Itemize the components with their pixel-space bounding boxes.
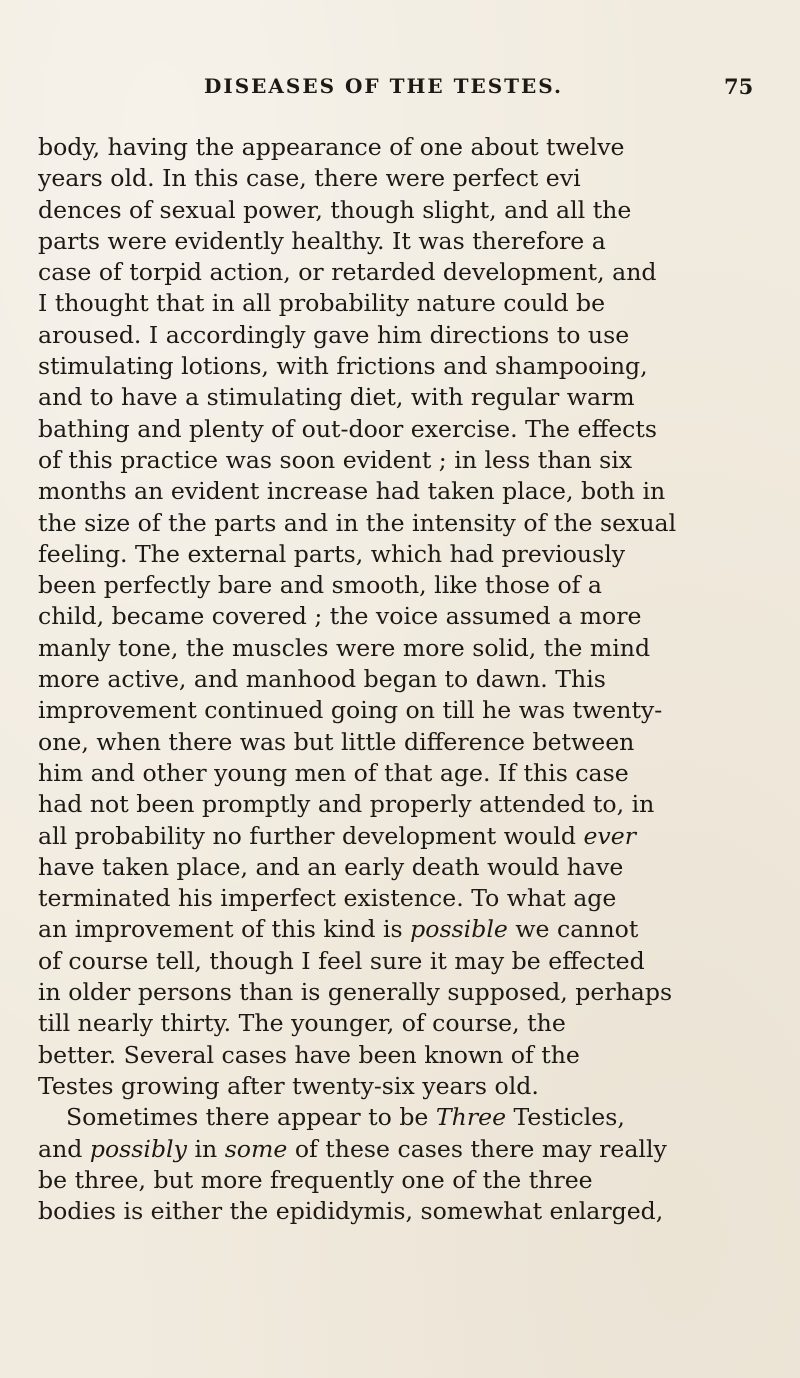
italic-emphasis: some [224, 1134, 288, 1163]
text-line: case of torpid action, or retarded development, and [38, 258, 657, 287]
text-line: better. Several cases have been known of the [38, 1040, 580, 1069]
text-segment: of these cases there may really [294, 1134, 667, 1163]
text-line: had not been promptly and properly attended to, in [38, 790, 655, 819]
text-segment: and [38, 1134, 83, 1163]
text-line: bathing and plenty of out-door exercise. The effects [38, 414, 657, 443]
text-line: terminated his imperfect existence. To what age [38, 884, 617, 913]
text-line [38, 1134, 764, 1165]
text-line: months an evident increase had taken place, both in [38, 477, 666, 506]
text-line: him and other young men of that age. If this case [38, 758, 629, 787]
text-line: the size of the parts and in the intensity of the sexual [38, 508, 677, 537]
text-line: have taken place, and an early death would have [38, 852, 624, 881]
text-segment: all probability no further development would [38, 821, 576, 850]
text-line: Testes growing after twenty-six years old. [38, 1071, 539, 1100]
page-number: 75 [724, 74, 754, 99]
text-line: aroused. I accordingly gave him directions to use [38, 320, 630, 349]
text-segment: Sometimes there appear to be [66, 1103, 429, 1132]
text-line: be three, but more frequently one of the three [38, 1165, 593, 1194]
text-segment: Testicles, [513, 1103, 625, 1132]
text-line: in older persons than is generally supposed, perhaps [38, 978, 673, 1007]
text-line: been perfectly bare and smooth, like those of a [38, 571, 602, 600]
italic-emphasis: possible [410, 915, 508, 944]
text-line: stimulating lotions, with frictions and shampooing, [38, 352, 648, 381]
text-line [38, 821, 764, 852]
page-header [0, 74, 800, 106]
text-line: body, having the appearance of one about twelve [38, 133, 625, 161]
text-line: feeling. The external parts, which had previously [38, 539, 626, 568]
text-segment: an improvement of this kind is [38, 915, 403, 944]
text-line: one, when there was but little difference between [38, 727, 635, 756]
italic-emphasis: Three [435, 1103, 507, 1132]
text-line: till nearly thirty. The younger, of course, the [38, 1009, 566, 1038]
body-text [38, 132, 764, 1227]
text-segment: in [194, 1134, 218, 1163]
text-line: manly tone, the muscles were more solid, the mind [38, 633, 651, 662]
running-head: DISEASES OF THE TESTES. [204, 74, 563, 98]
text-line: of course tell, though I feel sure it may be effected [38, 946, 645, 975]
text-line: child, became covered ; the voice assumed a more [38, 602, 642, 631]
italic-emphasis: possibly [89, 1134, 187, 1163]
text-line [38, 1102, 764, 1133]
text-line: of this practice was soon evident ; in less than six [38, 445, 633, 474]
text-line: more active, and manhood began to dawn. This [38, 665, 606, 694]
text-segment: we cannot [515, 915, 639, 944]
text-line: parts were evidently healthy. It was therefore a [38, 226, 606, 255]
text-line [38, 914, 764, 945]
text-line: bodies is either the epididymis, somewhat enlarged, [38, 1197, 664, 1226]
text-line: years old. In this case, there were perfect evi [38, 164, 581, 193]
text-line: and to have a stimulating diet, with regular warm [38, 383, 635, 412]
italic-emphasis: ever [583, 821, 637, 850]
text-line: dences of sexual power, though slight, and all the [38, 195, 632, 224]
text-line: I thought that in all probability nature could be [38, 289, 606, 318]
text-line: improvement continued going on till he was twenty- [38, 696, 663, 725]
